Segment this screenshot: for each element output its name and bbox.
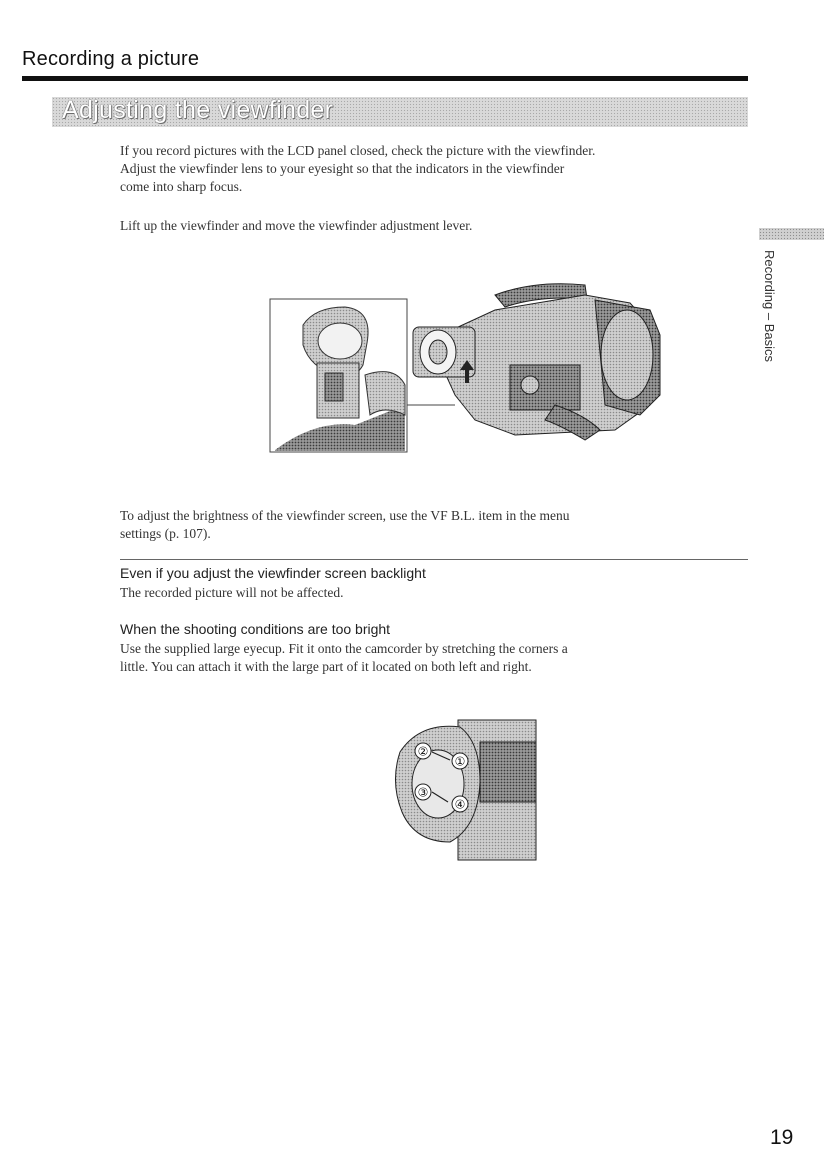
intro-line-1: If you record pictures with the LCD panel closed, check the picture with the viewfinder. bbox=[120, 143, 596, 158]
note-text-backlight: The recorded picture will not be affected. bbox=[120, 585, 344, 600]
step-3-label: ③ bbox=[417, 785, 429, 800]
brightness-note-line-1: To adjust the brightness of the viewfinder screen, use the VF B.L. item in the menu bbox=[120, 508, 570, 523]
side-tab-label: Recording – Basics bbox=[762, 250, 777, 362]
side-tab-marker bbox=[759, 228, 824, 240]
page-number: 19 bbox=[770, 1126, 794, 1149]
brightness-note-line-2: settings (p. 107). bbox=[120, 526, 211, 541]
intro-line-2: Adjust the viewfinder lens to your eyesight so that the indicators in the viewfinder bbox=[120, 161, 565, 176]
page-header: Recording a picture bbox=[22, 48, 200, 70]
eyecup-illustration bbox=[380, 712, 540, 862]
viewfinder-illustration bbox=[255, 255, 665, 460]
step-2-label: ② bbox=[417, 744, 429, 759]
note-heading-bright: When the shooting conditions are too bright bbox=[120, 621, 391, 637]
section-title: Adjusting the viewfinder bbox=[62, 96, 334, 124]
notes-divider bbox=[120, 559, 748, 560]
note-text-bright-2: little. You can attach it with the large part of it located on both left and right. bbox=[120, 659, 532, 674]
header-rule bbox=[22, 76, 748, 81]
intro-line-3: come into sharp focus. bbox=[120, 179, 243, 194]
step-1-label: ① bbox=[454, 754, 466, 769]
note-text-bright-1: Use the supplied large eyecup. Fit it onto the camcorder by stretching the corners a bbox=[120, 641, 568, 656]
instruction-text: Lift up the viewfinder and move the viewfinder adjustment lever. bbox=[120, 218, 473, 233]
step-4-label: ④ bbox=[454, 797, 466, 812]
note-heading-backlight: Even if you adjust the viewfinder screen backlight bbox=[120, 565, 426, 581]
